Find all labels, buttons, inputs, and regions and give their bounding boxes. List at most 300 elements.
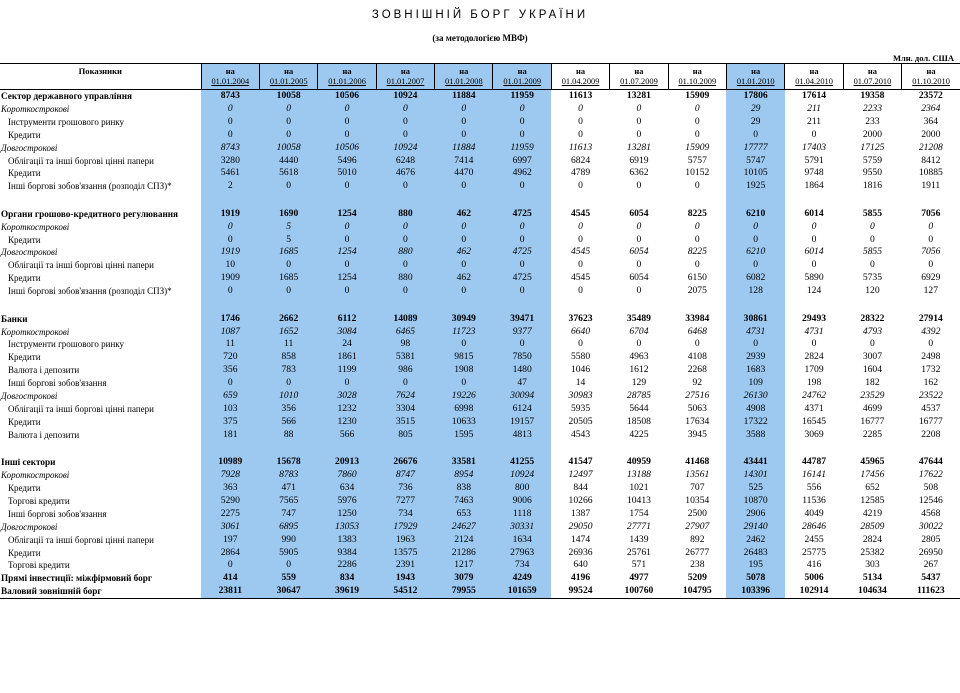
value-cell: 104634 <box>843 585 901 598</box>
value-cell: 6929 <box>921 272 941 284</box>
value-cell: 1709 <box>804 364 824 376</box>
value-cell: 30983 <box>568 390 593 402</box>
table-header-row <box>0 64 960 90</box>
value-cell: 2285 <box>862 428 883 440</box>
value-cell: 10354 <box>685 494 710 506</box>
value-cell: 2824 <box>804 351 824 363</box>
value-cell: 4813 <box>493 429 551 442</box>
row-label: Банки <box>1 313 28 324</box>
table-row <box>0 416 960 429</box>
column-header-prefix: на <box>926 66 936 76</box>
spacer-cell <box>843 298 901 313</box>
value-cell: 0 <box>928 220 934 232</box>
value-cell: 10506 <box>318 142 376 155</box>
value-cell: 2 <box>201 180 259 193</box>
value-cell: 47 <box>493 377 551 390</box>
value-cell: 27963 <box>493 547 551 560</box>
spacer-row <box>0 298 960 313</box>
column-header-prefix: на <box>400 66 410 76</box>
column-header-date: 01.10.2010 <box>912 76 950 86</box>
value-cell: 0 <box>201 285 259 298</box>
value-cell: 0 <box>870 233 875 245</box>
spacer-cell <box>376 193 434 208</box>
value-cell: 1387 <box>570 507 591 519</box>
row-label: Кредити <box>8 234 41 245</box>
spacer-cell <box>902 193 960 208</box>
value-cell: 28509 <box>860 520 885 532</box>
value-cell: 6468 <box>687 325 707 337</box>
value-cell: 19226 <box>435 390 493 403</box>
value-cell: 17622 <box>918 469 943 481</box>
value-cell: 0 <box>318 116 376 129</box>
value-cell: 4219 <box>862 507 883 519</box>
value-cell: 0 <box>578 102 583 114</box>
value-cell: 0 <box>726 259 784 272</box>
value-cell: 33581 <box>435 456 493 469</box>
column-header <box>843 64 901 90</box>
value-cell: 10058 <box>259 90 317 103</box>
value-cell: 2824 <box>862 533 883 545</box>
value-cell: 0 <box>811 233 817 245</box>
value-cell: 0 <box>493 103 551 116</box>
value-cell: 103 <box>201 403 259 416</box>
row-label: Довгострокові <box>1 247 58 258</box>
value-cell: 43441 <box>726 456 784 469</box>
value-cell: 99524 <box>551 585 609 598</box>
column-header <box>902 64 960 90</box>
value-cell: 0 <box>259 129 317 142</box>
value-cell: 21208 <box>918 141 943 153</box>
value-cell: 0 <box>376 103 434 116</box>
value-cell: 0 <box>636 115 642 127</box>
value-cell: 2233 <box>862 102 883 114</box>
value-cell: 162 <box>923 377 938 389</box>
spacer-row <box>0 442 960 457</box>
value-cell: 1816 <box>862 180 883 192</box>
value-cell: 4196 <box>570 572 591 584</box>
value-cell: 2000 <box>921 128 941 140</box>
spacer-cell <box>843 193 901 208</box>
value-cell: 4470 <box>435 167 493 180</box>
value-cell: 17403 <box>802 141 827 153</box>
value-cell: 0 <box>493 259 551 272</box>
value-cell: 0 <box>493 180 551 193</box>
value-cell: 2805 <box>921 533 941 545</box>
value-cell: 27516 <box>685 390 710 402</box>
value-cell: 29050 <box>568 520 593 532</box>
value-cell: 0 <box>870 338 875 350</box>
value-cell: 0 <box>578 115 583 127</box>
value-cell: 2662 <box>259 313 317 326</box>
value-cell: 3028 <box>318 390 376 403</box>
value-cell: 0 <box>578 128 583 140</box>
value-cell: 566 <box>318 429 376 442</box>
value-cell: 1217 <box>435 559 493 572</box>
table-row <box>0 246 960 259</box>
value-cell: 640 <box>573 559 588 571</box>
value-cell: 5209 <box>687 572 707 584</box>
value-cell: 1230 <box>318 416 376 429</box>
value-cell: 2075 <box>687 285 707 297</box>
row-label: Інструменти грошового ринку <box>8 116 125 127</box>
column-header-prefix: на <box>342 66 352 76</box>
value-cell: 4440 <box>259 155 317 168</box>
row-label: Короткострокові <box>1 470 70 481</box>
value-cell: 26130 <box>726 390 784 403</box>
value-cell: 0 <box>636 180 642 192</box>
value-cell: 0 <box>726 221 784 234</box>
value-cell: 734 <box>376 508 434 521</box>
value-cell: 20505 <box>568 415 593 427</box>
value-cell: 120 <box>865 285 880 297</box>
value-cell: 1480 <box>493 364 551 377</box>
value-cell: 10633 <box>435 416 493 429</box>
value-cell: 129 <box>631 377 647 389</box>
value-cell: 197 <box>201 534 259 547</box>
value-cell: 0 <box>811 128 817 140</box>
value-cell: 35489 <box>626 312 651 324</box>
value-cell: 2286 <box>318 559 376 572</box>
value-cell: 10924 <box>376 90 434 103</box>
row-label: Облігації та інші боргові цінні папери <box>8 260 154 271</box>
value-cell: 127 <box>923 285 938 297</box>
table-row <box>0 155 960 168</box>
value-cell: 880 <box>376 246 434 259</box>
row-label: Інші сектори <box>1 457 56 468</box>
value-cell: 5496 <box>318 155 376 168</box>
value-cell: 0 <box>259 180 317 193</box>
value-cell: 1685 <box>259 272 317 285</box>
table-row <box>0 534 960 547</box>
value-cell: 29493 <box>802 312 827 324</box>
value-cell: 0 <box>376 180 434 193</box>
value-cell: 1046 <box>570 364 591 376</box>
value-cell: 30647 <box>259 585 317 598</box>
value-cell: 4725 <box>493 272 551 285</box>
value-cell: 0 <box>694 259 700 271</box>
value-cell: 27907 <box>685 520 710 532</box>
value-cell: 29 <box>726 116 784 129</box>
value-cell: 23811 <box>201 585 259 598</box>
value-cell: 0 <box>376 116 434 129</box>
row-label: Валовий зовнішній борг <box>0 585 201 598</box>
value-cell: 1652 <box>259 326 317 339</box>
value-cell: 14089 <box>376 313 434 326</box>
value-cell: 5855 <box>862 246 883 258</box>
value-cell: 4392 <box>921 325 941 337</box>
value-cell: 195 <box>726 559 784 572</box>
value-cell: 39619 <box>318 585 376 598</box>
table-row <box>0 259 960 272</box>
value-cell: 0 <box>318 180 376 193</box>
value-cell: 1925 <box>726 180 784 193</box>
value-cell: 12585 <box>860 494 885 506</box>
table-row <box>0 351 960 364</box>
value-cell: 7056 <box>921 246 941 258</box>
value-cell: 9815 <box>435 351 493 364</box>
value-cell: 27771 <box>626 520 651 532</box>
value-cell: 5855 <box>862 207 883 219</box>
value-cell: 375 <box>201 416 259 429</box>
value-cell: 0 <box>435 103 493 116</box>
spacer-cell <box>318 193 376 208</box>
value-cell: 8954 <box>435 469 493 482</box>
spacer-row <box>0 193 960 208</box>
spacer-cell <box>785 298 843 313</box>
value-cell: 0 <box>928 233 934 245</box>
value-cell: 11959 <box>493 90 551 103</box>
column-header-date: 01.01.2009 <box>503 76 542 86</box>
value-cell: 6112 <box>318 313 376 326</box>
value-cell: 28646 <box>802 520 827 532</box>
value-cell: 0 <box>578 338 583 350</box>
value-cell: 2391 <box>376 559 434 572</box>
value-cell: 0 <box>201 129 259 142</box>
value-cell: 5 <box>259 221 317 234</box>
value-cell: 10058 <box>259 142 317 155</box>
value-cell: 0 <box>694 115 700 127</box>
value-cell: 0 <box>694 102 700 114</box>
value-cell: 7624 <box>376 390 434 403</box>
spacer-cell <box>843 442 901 457</box>
value-cell: 25775 <box>802 546 827 558</box>
value-cell: 26483 <box>726 547 784 560</box>
value-cell: 5381 <box>376 351 434 364</box>
value-cell: 1909 <box>201 272 259 285</box>
value-cell: 5134 <box>862 572 883 584</box>
value-cell: 0 <box>201 103 259 116</box>
row-label: Сектор державного управління <box>1 91 132 101</box>
spacer-cell <box>318 442 376 457</box>
column-header <box>376 64 434 90</box>
column-header-date: 01.01.2004 <box>211 76 250 86</box>
value-cell: 566 <box>259 416 317 429</box>
spacer-cell <box>551 298 609 313</box>
value-cell: 0 <box>578 233 583 245</box>
value-cell: 17929 <box>376 521 434 534</box>
value-cell: 5010 <box>318 167 376 180</box>
value-cell: 26936 <box>568 546 593 558</box>
row-label: Валюта і депозити <box>8 365 80 376</box>
value-cell: 6465 <box>376 326 434 339</box>
value-cell: 0 <box>928 338 934 350</box>
value-cell: 267 <box>923 559 938 571</box>
value-cell: 5063 <box>687 402 707 414</box>
value-cell: 211 <box>807 102 821 114</box>
value-cell: 571 <box>631 559 647 571</box>
spacer-cell <box>785 442 843 457</box>
value-cell: 10152 <box>685 167 710 179</box>
row-label: Інші боргові зобов'язання <box>8 378 107 389</box>
value-cell: 24762 <box>802 390 827 402</box>
spacer-cell <box>610 442 668 457</box>
value-cell: 0 <box>578 220 583 232</box>
table-body <box>0 90 960 599</box>
value-cell: 7414 <box>435 155 493 168</box>
value-cell: 98 <box>376 338 434 351</box>
spacer-cell <box>259 442 317 457</box>
value-cell: 17456 <box>860 469 885 481</box>
value-cell: 30022 <box>918 520 943 532</box>
value-cell: 16777 <box>918 415 943 427</box>
value-cell: 92 <box>692 377 703 389</box>
value-cell: 3061 <box>201 521 259 534</box>
table-row <box>0 403 960 416</box>
row-label: Короткострокові <box>1 103 70 114</box>
row-label: Торгові кредити <box>8 560 70 571</box>
row-label: Валюта і депозити <box>8 429 80 440</box>
value-cell: 805 <box>376 429 434 442</box>
table-row <box>0 521 960 534</box>
row-label: Короткострокові <box>1 326 70 337</box>
value-cell: 556 <box>806 481 822 493</box>
value-cell: 2500 <box>687 507 707 519</box>
column-header <box>551 64 609 90</box>
header-label: Показники <box>0 64 201 90</box>
value-cell: 0 <box>318 103 376 116</box>
value-cell: 13188 <box>626 469 651 481</box>
value-cell: 0 <box>694 220 700 232</box>
value-cell: 858 <box>259 351 317 364</box>
value-cell: 11 <box>259 338 317 351</box>
value-cell: 0 <box>493 338 551 351</box>
value-cell: 1118 <box>493 508 551 521</box>
value-cell: 0 <box>870 259 875 271</box>
column-header-date: 01.10.2009 <box>678 76 717 86</box>
value-cell: 1634 <box>493 534 551 547</box>
value-cell: 634 <box>318 482 376 495</box>
value-cell: 19157 <box>493 416 551 429</box>
value-cell: 5437 <box>921 572 941 584</box>
value-cell: 0 <box>694 338 700 350</box>
row-label: Прямі інвестиції: міжфірмовий борг <box>1 573 153 584</box>
value-cell: 17777 <box>726 142 784 155</box>
value-cell: 1690 <box>259 208 317 221</box>
spacer-cell <box>668 298 726 313</box>
value-cell: 14301 <box>726 469 784 482</box>
value-cell: 15678 <box>259 456 317 469</box>
value-cell: 102914 <box>785 585 843 598</box>
value-cell: 0 <box>493 221 551 234</box>
column-header <box>726 64 784 90</box>
spacer-cell <box>668 442 726 457</box>
value-cell: 1911 <box>921 180 941 192</box>
value-cell: 13281 <box>626 141 651 153</box>
value-cell: 4725 <box>493 246 551 259</box>
table-row <box>0 142 960 155</box>
value-cell: 0 <box>636 259 642 271</box>
value-cell: 24627 <box>435 521 493 534</box>
value-cell: 11884 <box>435 90 493 103</box>
value-cell: 0 <box>636 338 642 350</box>
value-cell: 0 <box>636 220 642 232</box>
table-row <box>0 208 960 221</box>
value-cell: 13561 <box>685 469 710 481</box>
value-cell: 12546 <box>918 494 943 506</box>
value-cell: 659 <box>201 390 259 403</box>
value-cell: 21286 <box>435 547 493 560</box>
value-cell: 0 <box>694 180 700 192</box>
spacer-cell <box>259 193 317 208</box>
value-cell: 4249 <box>493 572 551 585</box>
value-cell: 6014 <box>804 207 824 219</box>
table-row <box>0 559 960 572</box>
table-row <box>0 495 960 508</box>
value-cell: 0 <box>928 259 934 271</box>
value-cell: 41468 <box>685 456 710 468</box>
spacer-cell <box>0 442 201 457</box>
value-cell: 28322 <box>860 312 885 324</box>
value-cell: 10 <box>201 259 259 272</box>
value-cell: 25382 <box>860 546 885 558</box>
row-label: Довгострокові <box>1 142 58 153</box>
value-cell: 356 <box>201 364 259 377</box>
value-cell: 1021 <box>629 481 649 493</box>
value-cell: 9384 <box>318 547 376 560</box>
value-cell: 8783 <box>259 469 317 482</box>
value-cell: 26676 <box>376 456 434 469</box>
value-cell: 0 <box>493 116 551 129</box>
value-cell: 0 <box>578 180 583 192</box>
value-cell: 10924 <box>493 469 551 482</box>
value-cell: 28785 <box>626 390 651 402</box>
value-cell: 10924 <box>376 142 434 155</box>
value-cell: 101659 <box>493 585 551 598</box>
value-cell: 4049 <box>804 507 824 519</box>
value-cell: 7565 <box>259 495 317 508</box>
value-cell: 11723 <box>435 326 493 339</box>
value-cell: 0 <box>259 259 317 272</box>
row-label: Кредити <box>8 416 41 427</box>
value-cell: 2864 <box>201 547 259 560</box>
value-cell: 5757 <box>687 154 707 166</box>
column-header-prefix: на <box>867 66 877 76</box>
value-cell: 1254 <box>318 208 376 221</box>
table-row <box>0 585 960 598</box>
value-cell: 2498 <box>921 351 941 363</box>
row-label: Інші боргові зобов'язання <box>8 508 107 519</box>
value-cell: 892 <box>690 533 705 545</box>
value-cell: 5 <box>259 234 317 247</box>
value-cell: 5461 <box>201 167 259 180</box>
value-cell: 0 <box>318 129 376 142</box>
spacer-cell <box>0 298 201 313</box>
page-subtitle: (за методологією МВФ) <box>432 33 528 43</box>
value-cell: 4371 <box>804 402 824 414</box>
value-cell: 1963 <box>376 534 434 547</box>
value-cell: 9550 <box>862 167 883 179</box>
row-label: Інструменти грошового ринку <box>8 339 125 350</box>
value-cell: 2124 <box>435 534 493 547</box>
spacer-cell <box>610 193 668 208</box>
value-cell: 10413 <box>626 494 651 506</box>
value-cell: 9748 <box>804 167 824 179</box>
value-cell: 0 <box>694 233 700 245</box>
value-cell: 4699 <box>862 402 883 414</box>
spacer-cell <box>0 193 201 208</box>
table-row <box>0 547 960 560</box>
value-cell: 1919 <box>201 246 259 259</box>
value-cell: 462 <box>435 246 493 259</box>
column-header-date: 01.07.2009 <box>620 76 658 86</box>
value-cell: 0 <box>201 377 259 390</box>
table-row <box>0 313 960 326</box>
table-row <box>0 234 960 247</box>
value-cell: 0 <box>376 285 434 298</box>
value-cell: 8225 <box>687 207 707 219</box>
value-cell: 0 <box>726 234 784 247</box>
value-cell: 834 <box>318 572 376 585</box>
